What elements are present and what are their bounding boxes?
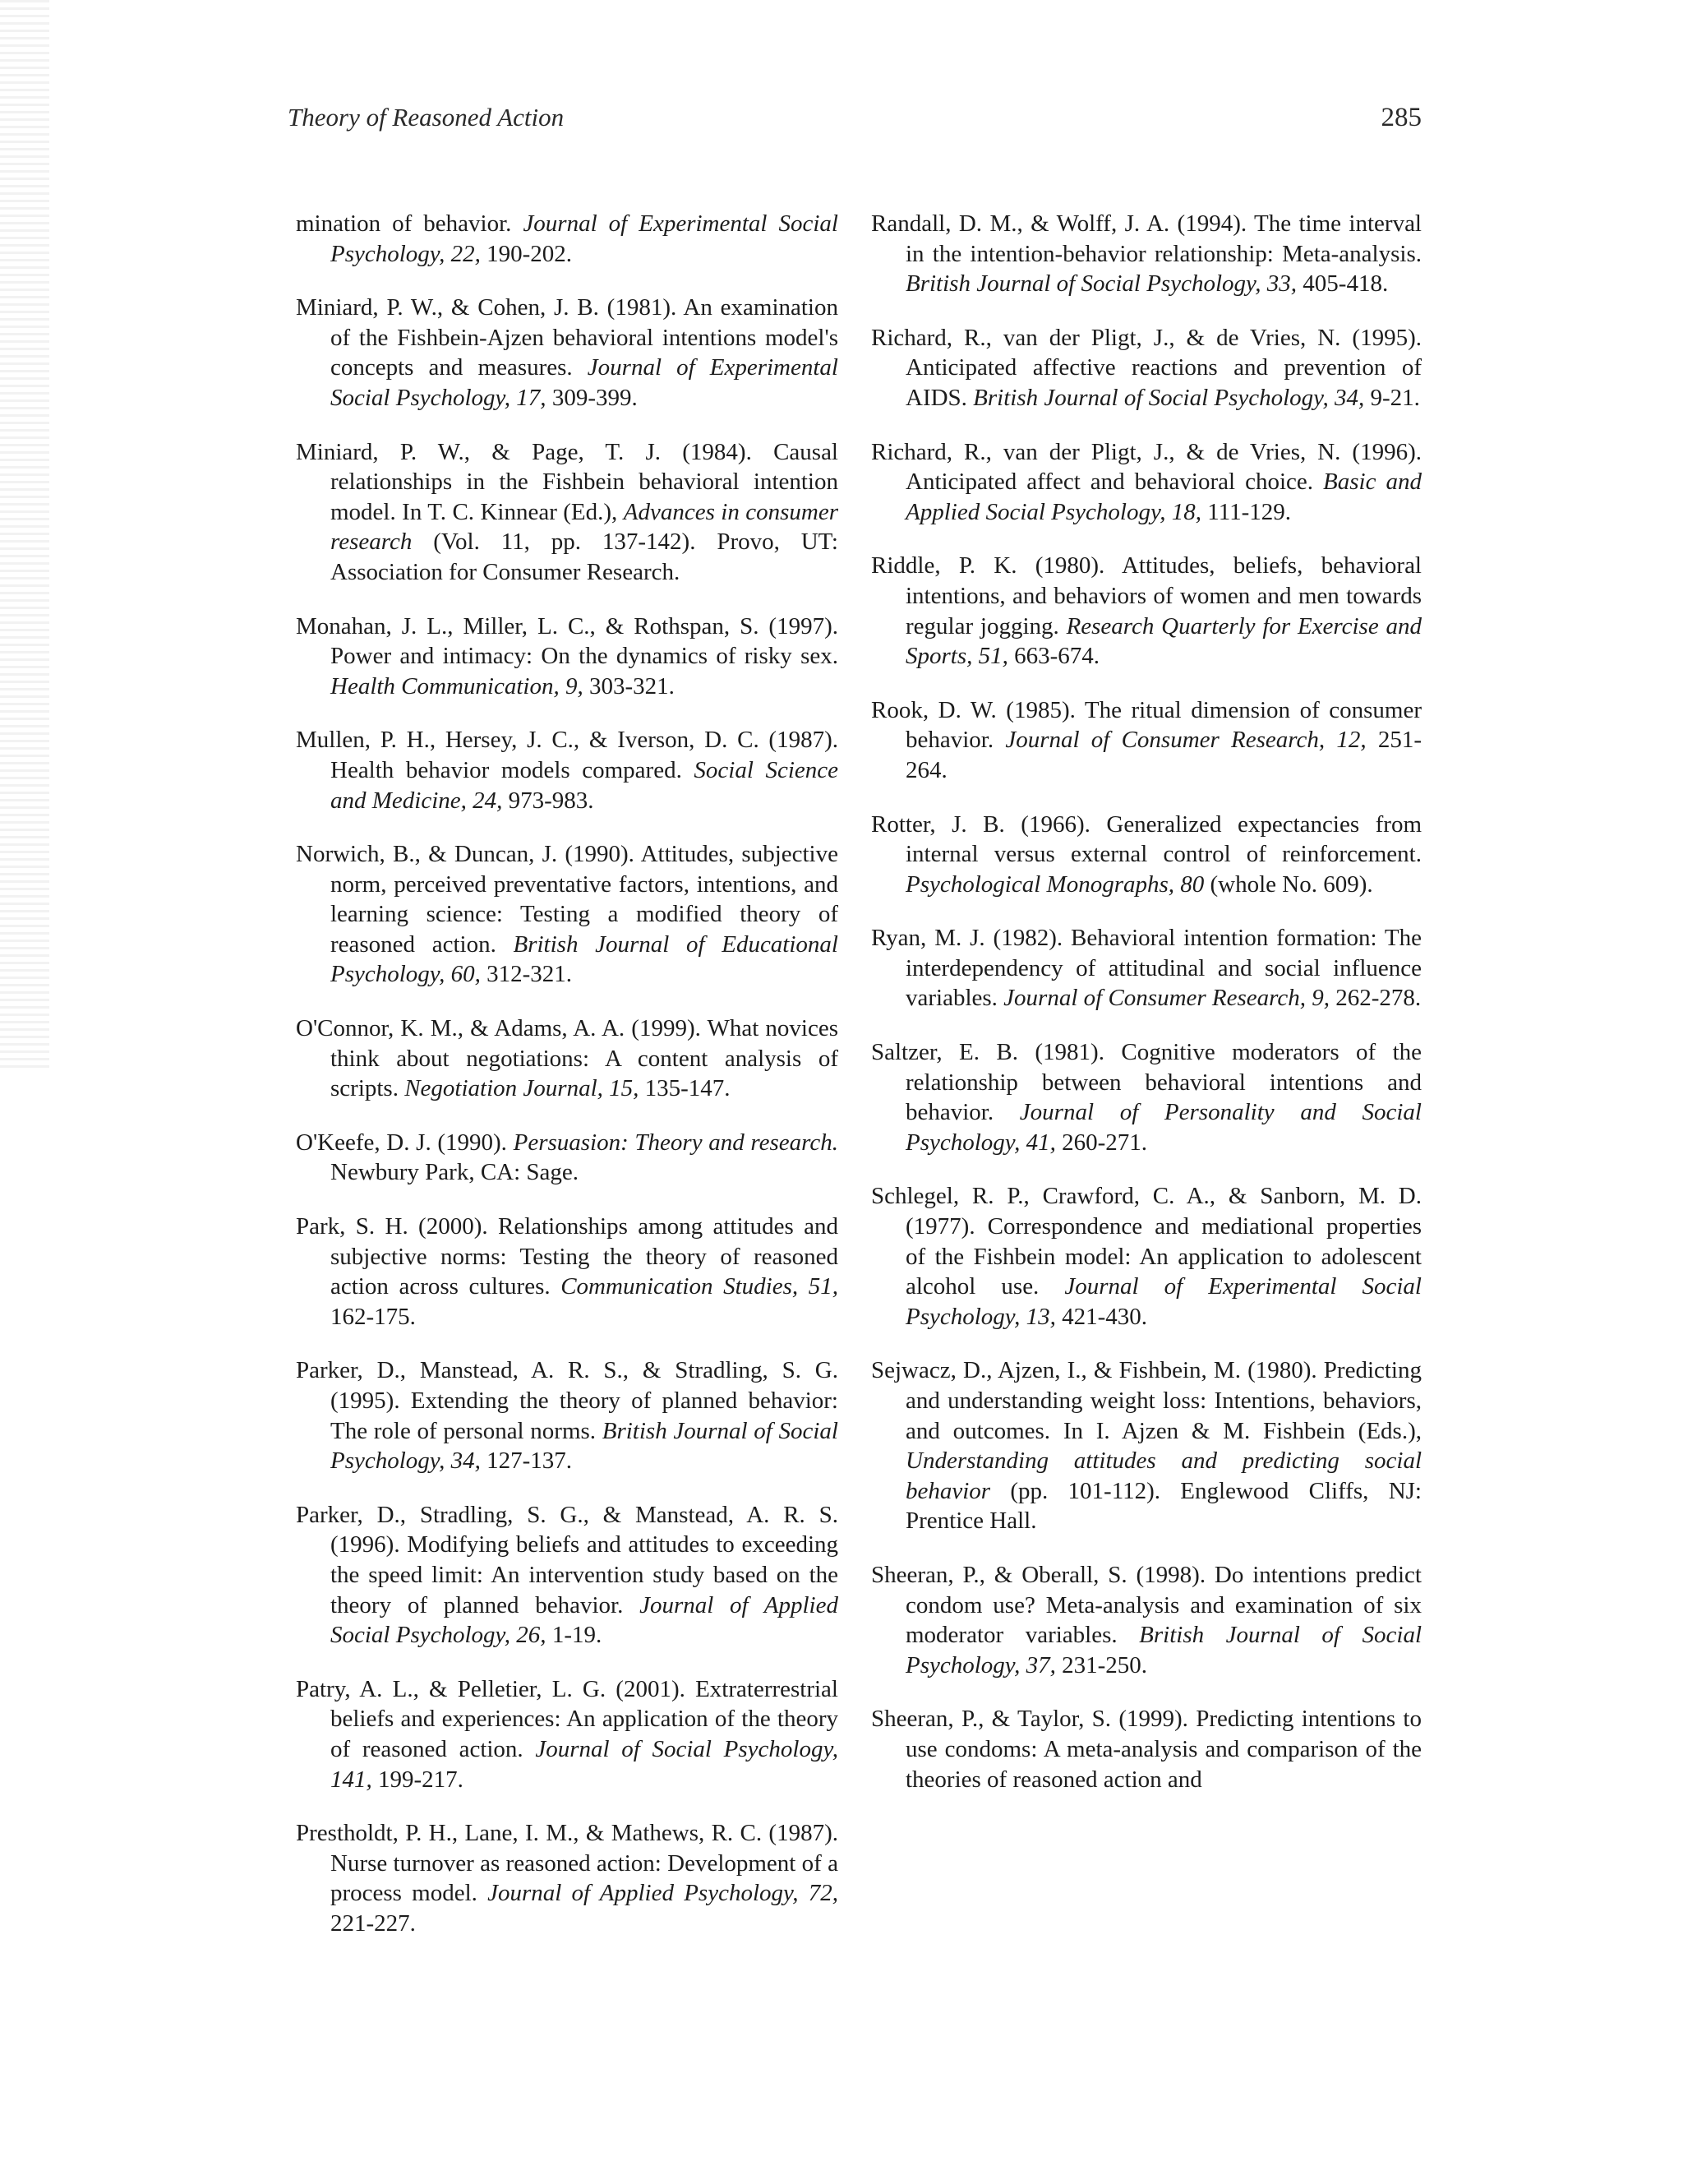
reference-entry — [296, 437, 838, 588]
reference-source: Health Communication, 9, — [330, 672, 583, 700]
reference-details: 199-217. — [371, 1766, 463, 1793]
reference-entry — [296, 612, 838, 702]
reference-details: (pp. 101-112). Englewood Cliffs, NJ: Prentice Hall. — [906, 1477, 1422, 1535]
reference-text: Rook, D. W. (1985). The ritual dimension of consumer behavior. — [871, 696, 1422, 754]
reference-entry — [871, 437, 1422, 528]
reference-source: British Journal of Social Psychology, 34, — [330, 1417, 838, 1475]
reference-source: Research Quarterly for Exercise and Sports, 51, — [906, 612, 1422, 670]
reference-entry — [871, 810, 1422, 900]
reference-text: O'Keefe, D. J. (1990). — [296, 1129, 514, 1156]
page-number: 285 — [1381, 103, 1422, 132]
reference-text: Randall, D. M., & Wolff, J. A. (1994). The time interval in the intention-behavior relationship: Meta-analysis. — [871, 210, 1422, 267]
reference-details: 663-674. — [1007, 643, 1100, 670]
reference-entry — [296, 1355, 838, 1475]
reference-text: Schlegel, R. P., Crawford, C. A., & Sanborn, M. D. (1977). Correspondence and mediational properties of the Fishbein model: An application to adolescent alcohol use. — [871, 1183, 1422, 1300]
running-title: Theory of Reasoned Action — [288, 103, 565, 132]
reference-entry — [871, 323, 1422, 413]
reference-text: Park, S. H. (2000). Relationships among attitudes and subjective norms: Testing the theory of reasoned action across cultures. — [296, 1213, 838, 1300]
reference-text: Parker, D., Manstead, A. R. S., & Stradling, S. G. (1995). Extending the theory of planned behavior: The role of personal norms. — [296, 1357, 838, 1444]
reference-entry — [871, 1560, 1422, 1680]
reference-text: Miniard, P. W., & Page, T. J. (1984). Causal relationships in the Fishbein behavioral intention model. In T. C. Kinnear (Ed.), — [296, 438, 838, 525]
reference-details: 251-264. — [906, 727, 1422, 783]
reference-text: Sheeran, P., & Oberall, S. (1998). Do intentions predict condom use? Meta-analysis and examination of six moderator variables. — [871, 1561, 1422, 1649]
reference-text: Prestholdt, P. H., Lane, I. M., & Mathews, R. C. (1987). Nurse turnover as reasoned action: Development of a process model. — [296, 1820, 838, 1907]
reference-text: Parker, D., Stradling, S. G., & Manstead, A. R. S. (1996). Modifying beliefs and attitudes to exceeding the speed limit: An intervention study based on the theory of planned behavior. — [296, 1501, 838, 1618]
reference-source: British Journal of Social Psychology, 33, — [906, 270, 1298, 298]
reference-text: O'Connor, K. M., & Adams, A. A. (1999). What novices think about negotiations: A content analysis of scripts. — [296, 1015, 838, 1102]
reference-entry — [296, 839, 838, 990]
reference-column-left — [296, 185, 838, 1948]
reference-entry — [296, 1500, 838, 1651]
reference-text: Richard, R., van der Pligt, J., & de Vries, N. (1996). Anticipated affect and behavioral choice. — [871, 438, 1422, 496]
reference-entry — [871, 923, 1422, 1014]
reference-details: 9-21. — [1364, 384, 1420, 411]
reference-details: 421-430. — [1055, 1303, 1147, 1330]
reference-text: Patry, A. L., & Pelletier, L. G. (2001). Extraterrestrial beliefs and experiences: An application of the theory of reasoned action. — [296, 1675, 838, 1762]
reference-source: Persuasion: Theory and research. — [513, 1129, 838, 1156]
reference-text: Riddle, P. K. (1980). Attitudes, beliefs, behavioral intentions, and behaviors of women and men towards regular jogging. — [871, 552, 1422, 640]
reference-text: Rotter, J. B. (1966). Generalized expectancies from internal versus external control of reinforcement. — [871, 810, 1422, 868]
reference-details: 162-175. — [330, 1303, 416, 1330]
reference-details: 260-271. — [1055, 1129, 1147, 1156]
reference-details: 309-399. — [546, 384, 638, 411]
reference-entry — [296, 1818, 838, 1938]
reference-details: Newbury Park, CA: Sage. — [330, 1159, 579, 1186]
reference-details: 127-137. — [480, 1448, 572, 1475]
reference-entry — [871, 1355, 1422, 1536]
reference-details: 973-983. — [502, 787, 594, 814]
reference-text: Miniard, P. W., & Cohen, J. B. (1981). An examination of the Fishbein-Ajzen behavioral intentions model's concepts and measures. — [296, 294, 838, 381]
reference-entry — [296, 1014, 838, 1104]
reference-details: 1-19. — [546, 1622, 602, 1649]
reference-text: Ryan, M. J. (1982). Behavioral intention formation: The interdependency of attitudinal and social influence variables. — [871, 925, 1422, 1012]
reference-entry — [871, 551, 1422, 671]
reference-column-right — [871, 185, 1422, 1803]
reference-details: 135-147. — [639, 1075, 731, 1102]
reference-details: 111-129. — [1201, 498, 1292, 525]
reference-text: Saltzer, E. B. (1981). Cognitive moderators of the relationship between behavioral intentions and behavior. — [871, 1039, 1422, 1126]
reference-details: 303-321. — [583, 672, 675, 700]
reference-source: British Journal of Social Psychology, 37, — [906, 1622, 1422, 1678]
reference-entry — [296, 209, 838, 269]
reference-entry — [871, 209, 1422, 299]
reference-details: 262-278. — [1330, 985, 1422, 1012]
reference-text: Norwich, B., & Duncan, J. (1990). Attitudes, subjective norm, perceived preventative factors, intentions, and learning science: Testing a modified theory of reasoned action. — [296, 841, 838, 958]
reference-details: (whole No. 609). — [1204, 870, 1373, 898]
reference-source: Understanding attitudes and predicting social behavior — [906, 1448, 1422, 1504]
reference-source: Journal of Consumer Research, 9, — [1003, 985, 1330, 1012]
reference-source: Psychological Monographs, 80 — [906, 870, 1205, 898]
reference-details: 312-321. — [480, 961, 572, 988]
reference-text: mination of behavior. — [296, 210, 523, 237]
reference-source: Social Science and Medicine, 24, — [330, 756, 839, 814]
reference-entry — [296, 725, 838, 815]
reference-entry — [871, 1704, 1422, 1794]
reference-entry — [871, 1037, 1422, 1157]
reference-source: Negotiation Journal, 15, — [404, 1075, 639, 1102]
reference-source: Journal of Consumer Research, 12, — [1005, 727, 1367, 754]
reference-details: (Vol. 11, pp. 137-142). Provo, UT: Association for Consumer Research. — [330, 529, 838, 585]
reference-entry — [871, 695, 1422, 786]
reference-details: 405-418. — [1297, 270, 1389, 298]
reference-source: Advances in consumer research — [330, 498, 839, 556]
reference-entry — [296, 1674, 838, 1794]
reference-text: Sheeran, P., & Taylor, S. (1999). Predicting intentions to use condoms: A meta-analysis and comparison of the theories of reasoned action and — [871, 1706, 1422, 1793]
reference-text: Richard, R., van der Pligt, J., & de Vries, N. (1995). Anticipated affective reactions and prevention of AIDS. — [871, 324, 1422, 411]
reference-details: 190-202. — [480, 240, 572, 267]
reference-source: Basic and Applied Social Psychology, 18, — [906, 469, 1422, 525]
reference-source: Journal of Experimental Social Psychology, 17, — [330, 354, 838, 411]
scan-edge-noise — [0, 0, 49, 1069]
reference-text: Monahan, J. L., Miller, L. C., & Rothspan, S. (1997). Power and intimacy: On the dynamics of risky sex. — [296, 612, 838, 670]
reference-entry — [871, 1181, 1422, 1332]
reference-entry — [296, 293, 838, 413]
reference-source: Communication Studies, 51, — [560, 1273, 838, 1300]
reference-entry — [296, 1212, 838, 1332]
page-header — [288, 103, 1422, 152]
reference-source: British Journal of Educational Psychology, 60, — [330, 930, 838, 988]
reference-entry — [296, 1128, 838, 1188]
reference-details: 231-250. — [1055, 1651, 1147, 1678]
reference-text: Sejwacz, D., Ajzen, I., & Fishbein, M. (1980). Predicting and understanding weight loss: Intentions, behaviors, and outcomes. In I. Ajzen & M. Fishbein (Eds.), — [871, 1357, 1422, 1444]
reference-source: Journal of Experimental Social Psychology, 22, — [330, 210, 838, 267]
reference-source: Journal of Personality and Social Psychology, 41, — [906, 1099, 1422, 1156]
reference-source: British Journal of Social Psychology, 34, — [973, 384, 1365, 411]
reference-source: Journal of Applied Psychology, 72, — [487, 1880, 838, 1907]
reference-details: 221-227. — [330, 1909, 416, 1937]
reference-text: Mullen, P. H., Hersey, J. C., & Iverson, D. C. (1987). Health behavior models compared. — [296, 727, 838, 783]
reference-source: Journal of Experimental Social Psychology, 13, — [906, 1273, 1422, 1330]
reference-source: Journal of Applied Social Psychology, 26, — [330, 1591, 838, 1649]
reference-source: Journal of Social Psychology, 141, — [330, 1735, 838, 1793]
